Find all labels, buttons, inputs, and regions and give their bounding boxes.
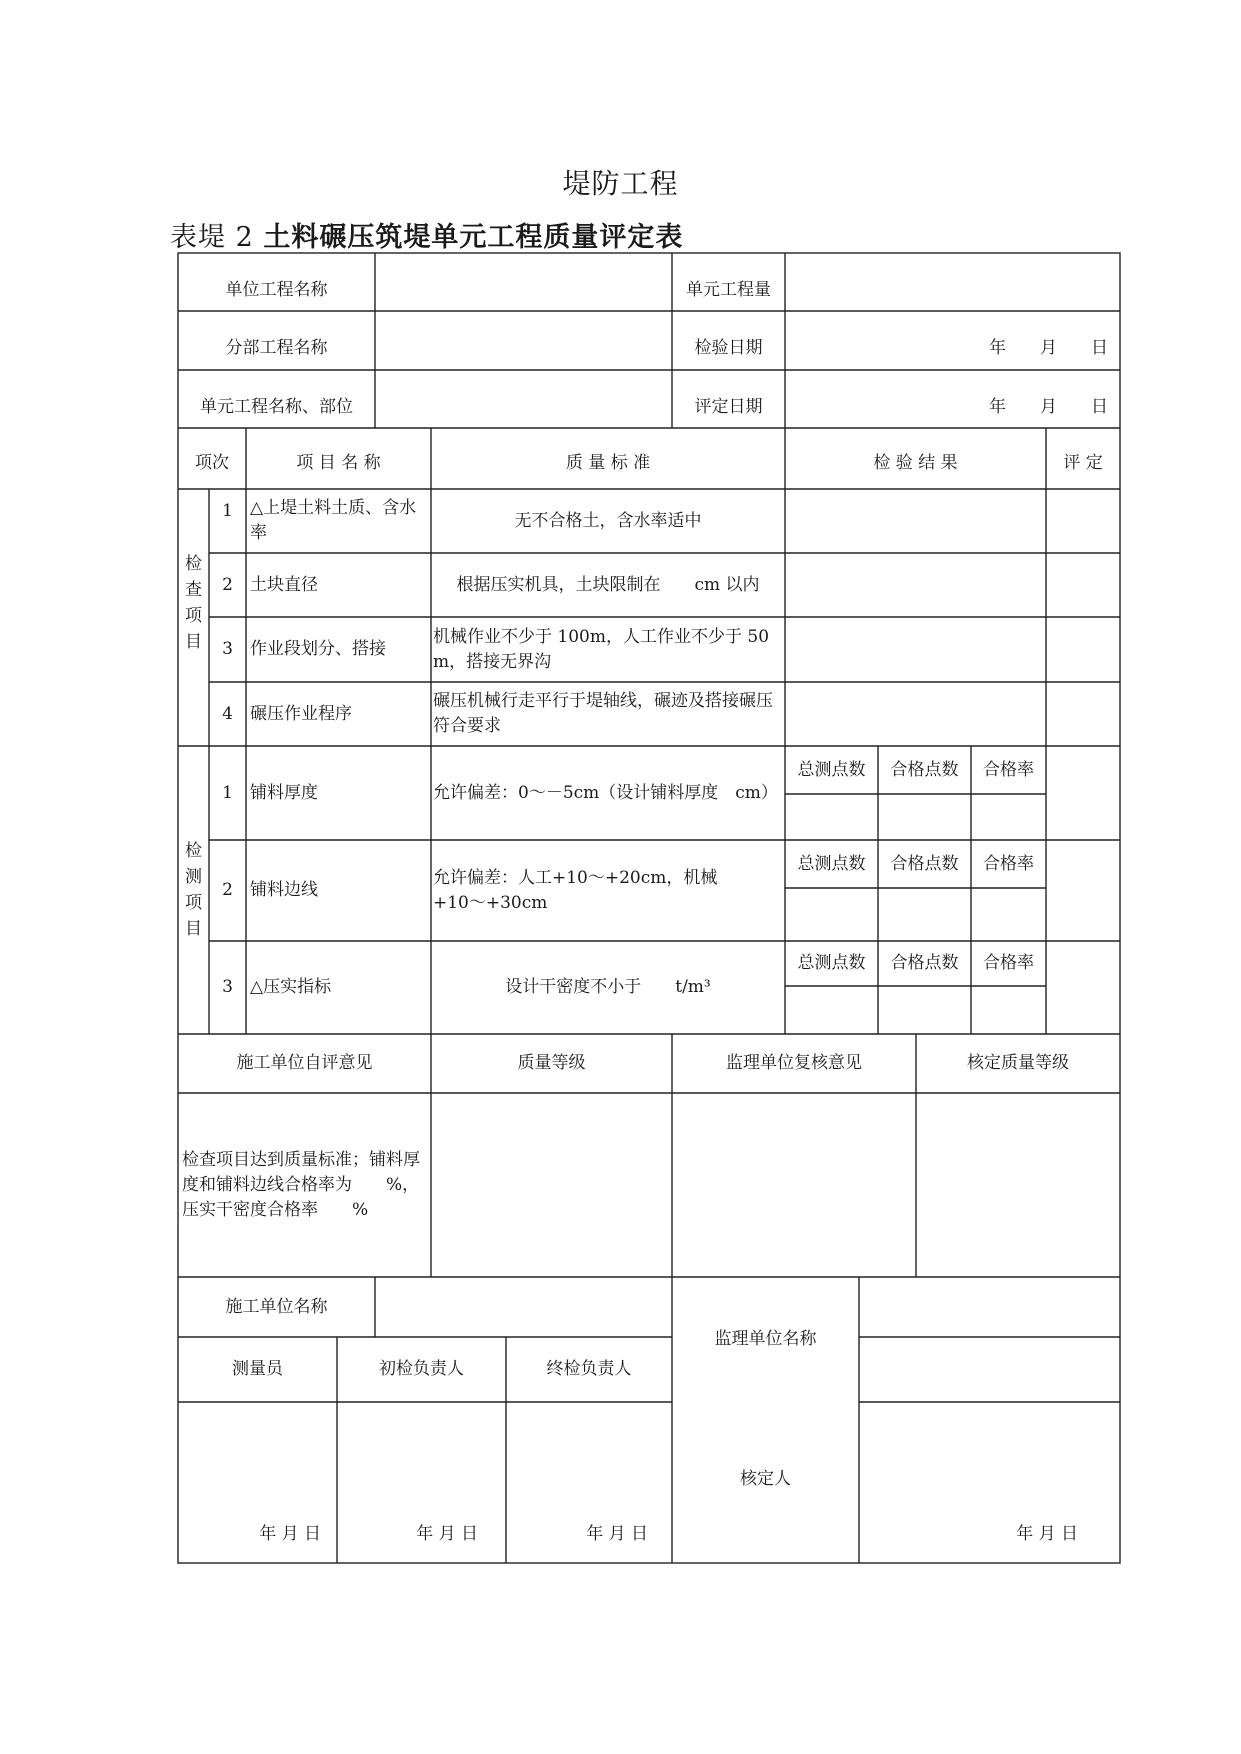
- measure-row-standard: 允许偏差：人工+10～+20cm，机械+10～+30cm: [433, 867, 718, 913]
- total-points-header: 总测点数: [797, 853, 866, 874]
- form-code: 表堤 2: [170, 222, 264, 253]
- page-title: 堤防工程: [562, 167, 679, 200]
- sub-project-name-field[interactable]: [375, 311, 672, 370]
- initial-inspector-label: 初检负责人: [379, 1359, 464, 1379]
- measure-row-standard: 允许偏差：0～－5cm（设计铺料厚度 cm）: [433, 782, 778, 803]
- check-row-name: △上堤土料土质、含水率: [250, 498, 417, 543]
- check-row-result[interactable]: [785, 682, 1046, 746]
- check-row-result[interactable]: [785, 617, 1046, 682]
- check-row-no: 3: [222, 639, 233, 659]
- measure-row-name: 铺料边线: [250, 880, 318, 900]
- contractor-name-label: 施工单位名称: [225, 1296, 328, 1317]
- col-quality-standard: 质 量 标 准: [565, 453, 651, 473]
- col-inspection-result: 检 验 结 果: [873, 453, 958, 473]
- verifier-date[interactable]: 年 月 日: [1016, 1524, 1078, 1544]
- verified-grade-field[interactable]: [916, 1093, 1120, 1277]
- label-element-name-location: 单元工程名称、部位: [200, 396, 353, 417]
- final-inspector-date[interactable]: 年 月 日: [586, 1524, 648, 1544]
- surveyor-label: 测量员: [232, 1359, 283, 1379]
- check-row-assessment[interactable]: [1046, 489, 1120, 553]
- measure-row-standard: 设计干密度不小于 t/m³: [505, 977, 711, 997]
- pass-rate-header: 合格率: [983, 953, 1034, 973]
- check-label-char: 查: [185, 579, 202, 600]
- qualified-points-header: 合格点数: [890, 953, 959, 973]
- unit-project-name-field[interactable]: [375, 253, 672, 311]
- label-unit-project-name: 单位工程名称: [225, 279, 328, 300]
- check-row-standard: 碾压机械行走平行于堤轴线，碾迹及搭接碾压符合要求: [433, 691, 773, 736]
- inspection-date-field[interactable]: 年 月 日: [989, 338, 1108, 358]
- col-item-name: 项 目 名 称: [296, 453, 381, 473]
- pass-rate-header: 合格率: [983, 759, 1034, 780]
- check-row-result[interactable]: [785, 553, 1046, 617]
- final-inspector-label: 终检负责人: [546, 1359, 632, 1379]
- verifier-label: 核定人: [740, 1469, 791, 1489]
- supervisor-review-header: 监理单位复核意见: [726, 1053, 862, 1073]
- supervisor-name-label: 监理单位名称: [714, 1329, 817, 1349]
- measure-row-no: 2: [222, 880, 233, 900]
- check-row-assessment[interactable]: [1046, 617, 1120, 682]
- check-row-standard: 机械作业不少于 100m，人工作业不少于 50 m，搭接无界沟: [433, 626, 770, 672]
- qualified-points-field[interactable]: [878, 986, 971, 1034]
- measure-row-assessment[interactable]: [1046, 941, 1120, 1034]
- qualified-points-header: 合格点数: [890, 759, 959, 780]
- measure-row-no: 1: [222, 782, 233, 803]
- pass-rate-field[interactable]: [971, 986, 1046, 1034]
- qualified-points-field[interactable]: [878, 794, 971, 840]
- col-item-no: 项次: [195, 453, 229, 473]
- supervisor-review-field[interactable]: [672, 1093, 916, 1277]
- label-unit-quantity: 单元工程量: [686, 279, 771, 300]
- contractor-name-field[interactable]: [375, 1277, 672, 1337]
- quality-grade-header: 质量等级: [517, 1053, 586, 1073]
- check-row-no: 4: [222, 703, 233, 724]
- verified-grade-header: 核定质量等级: [967, 1053, 1069, 1073]
- self-assessment-text: 检查项目达到质量标准；铺料厚度和铺料边线合格率为 %，压实干密度合格率 %: [182, 1149, 420, 1220]
- surveyor-date[interactable]: 年 月 日: [259, 1524, 321, 1544]
- total-points-field[interactable]: [785, 888, 878, 941]
- check-row-standard: 根据压实机具，土块限制在 cm 以内: [456, 574, 760, 595]
- unit-quantity-field[interactable]: [785, 253, 1120, 311]
- initial-inspector-date[interactable]: 年 月 日: [416, 1524, 478, 1544]
- check-row-result[interactable]: [785, 489, 1046, 553]
- total-points-field[interactable]: [785, 986, 878, 1034]
- self-assessment-header: 施工单位自评意见: [236, 1053, 373, 1073]
- check-row-standard: 无不合格土，含水率适中: [514, 510, 702, 531]
- measure-label-char: 目: [185, 919, 202, 939]
- assessment-date-field[interactable]: 年 月 日: [989, 396, 1108, 417]
- check-row-name: 碾压作业程序: [250, 703, 352, 724]
- check-row-name: 作业段划分、搭接: [250, 639, 386, 659]
- check-items-label: [178, 489, 209, 746]
- check-row-no: 2: [222, 574, 233, 595]
- measure-label-char: 测: [185, 867, 202, 887]
- label-inspection-date: 检验日期: [694, 338, 763, 358]
- pass-rate-field[interactable]: [971, 794, 1046, 840]
- label-assessment-date: 评定日期: [694, 396, 763, 417]
- measure-label-char: 项: [185, 893, 202, 913]
- label-sub-project-name: 分部工程名称: [225, 338, 328, 358]
- qualified-points-field[interactable]: [878, 888, 971, 941]
- element-name-location-field[interactable]: [375, 370, 672, 428]
- check-row-assessment[interactable]: [1046, 682, 1120, 746]
- check-label-char: 目: [185, 631, 202, 652]
- col-assessment: 评 定: [1063, 453, 1103, 473]
- pass-rate-header: 合格率: [983, 853, 1034, 874]
- measure-row-assessment[interactable]: [1046, 746, 1120, 840]
- measure-row-name: 铺料厚度: [250, 782, 318, 803]
- measure-items-label: [178, 746, 209, 1034]
- qualified-points-header: 合格点数: [890, 853, 959, 874]
- supervisor-name-field-2[interactable]: [859, 1337, 1120, 1402]
- total-points-header: 总测点数: [797, 759, 866, 780]
- check-row-assessment[interactable]: [1046, 553, 1120, 617]
- quality-grade-field[interactable]: [431, 1093, 672, 1277]
- check-label-char: 检: [185, 553, 202, 574]
- total-points-field[interactable]: [785, 794, 878, 840]
- measure-row-no: 3: [222, 977, 233, 997]
- pass-rate-field[interactable]: [971, 888, 1046, 941]
- check-row-name: 土块直径: [250, 574, 318, 595]
- measure-label-char: 检: [185, 841, 202, 861]
- supervisor-name-field[interactable]: [859, 1277, 1120, 1337]
- check-row-no: 1: [222, 500, 233, 521]
- check-label-char: 项: [185, 605, 202, 626]
- total-points-header: 总测点数: [797, 953, 866, 973]
- measure-row-assessment[interactable]: [1046, 840, 1120, 941]
- form-name: 土料碾压筑堤单元工程质量评定表: [263, 222, 684, 253]
- measure-row-name: △压实指标: [250, 977, 332, 997]
